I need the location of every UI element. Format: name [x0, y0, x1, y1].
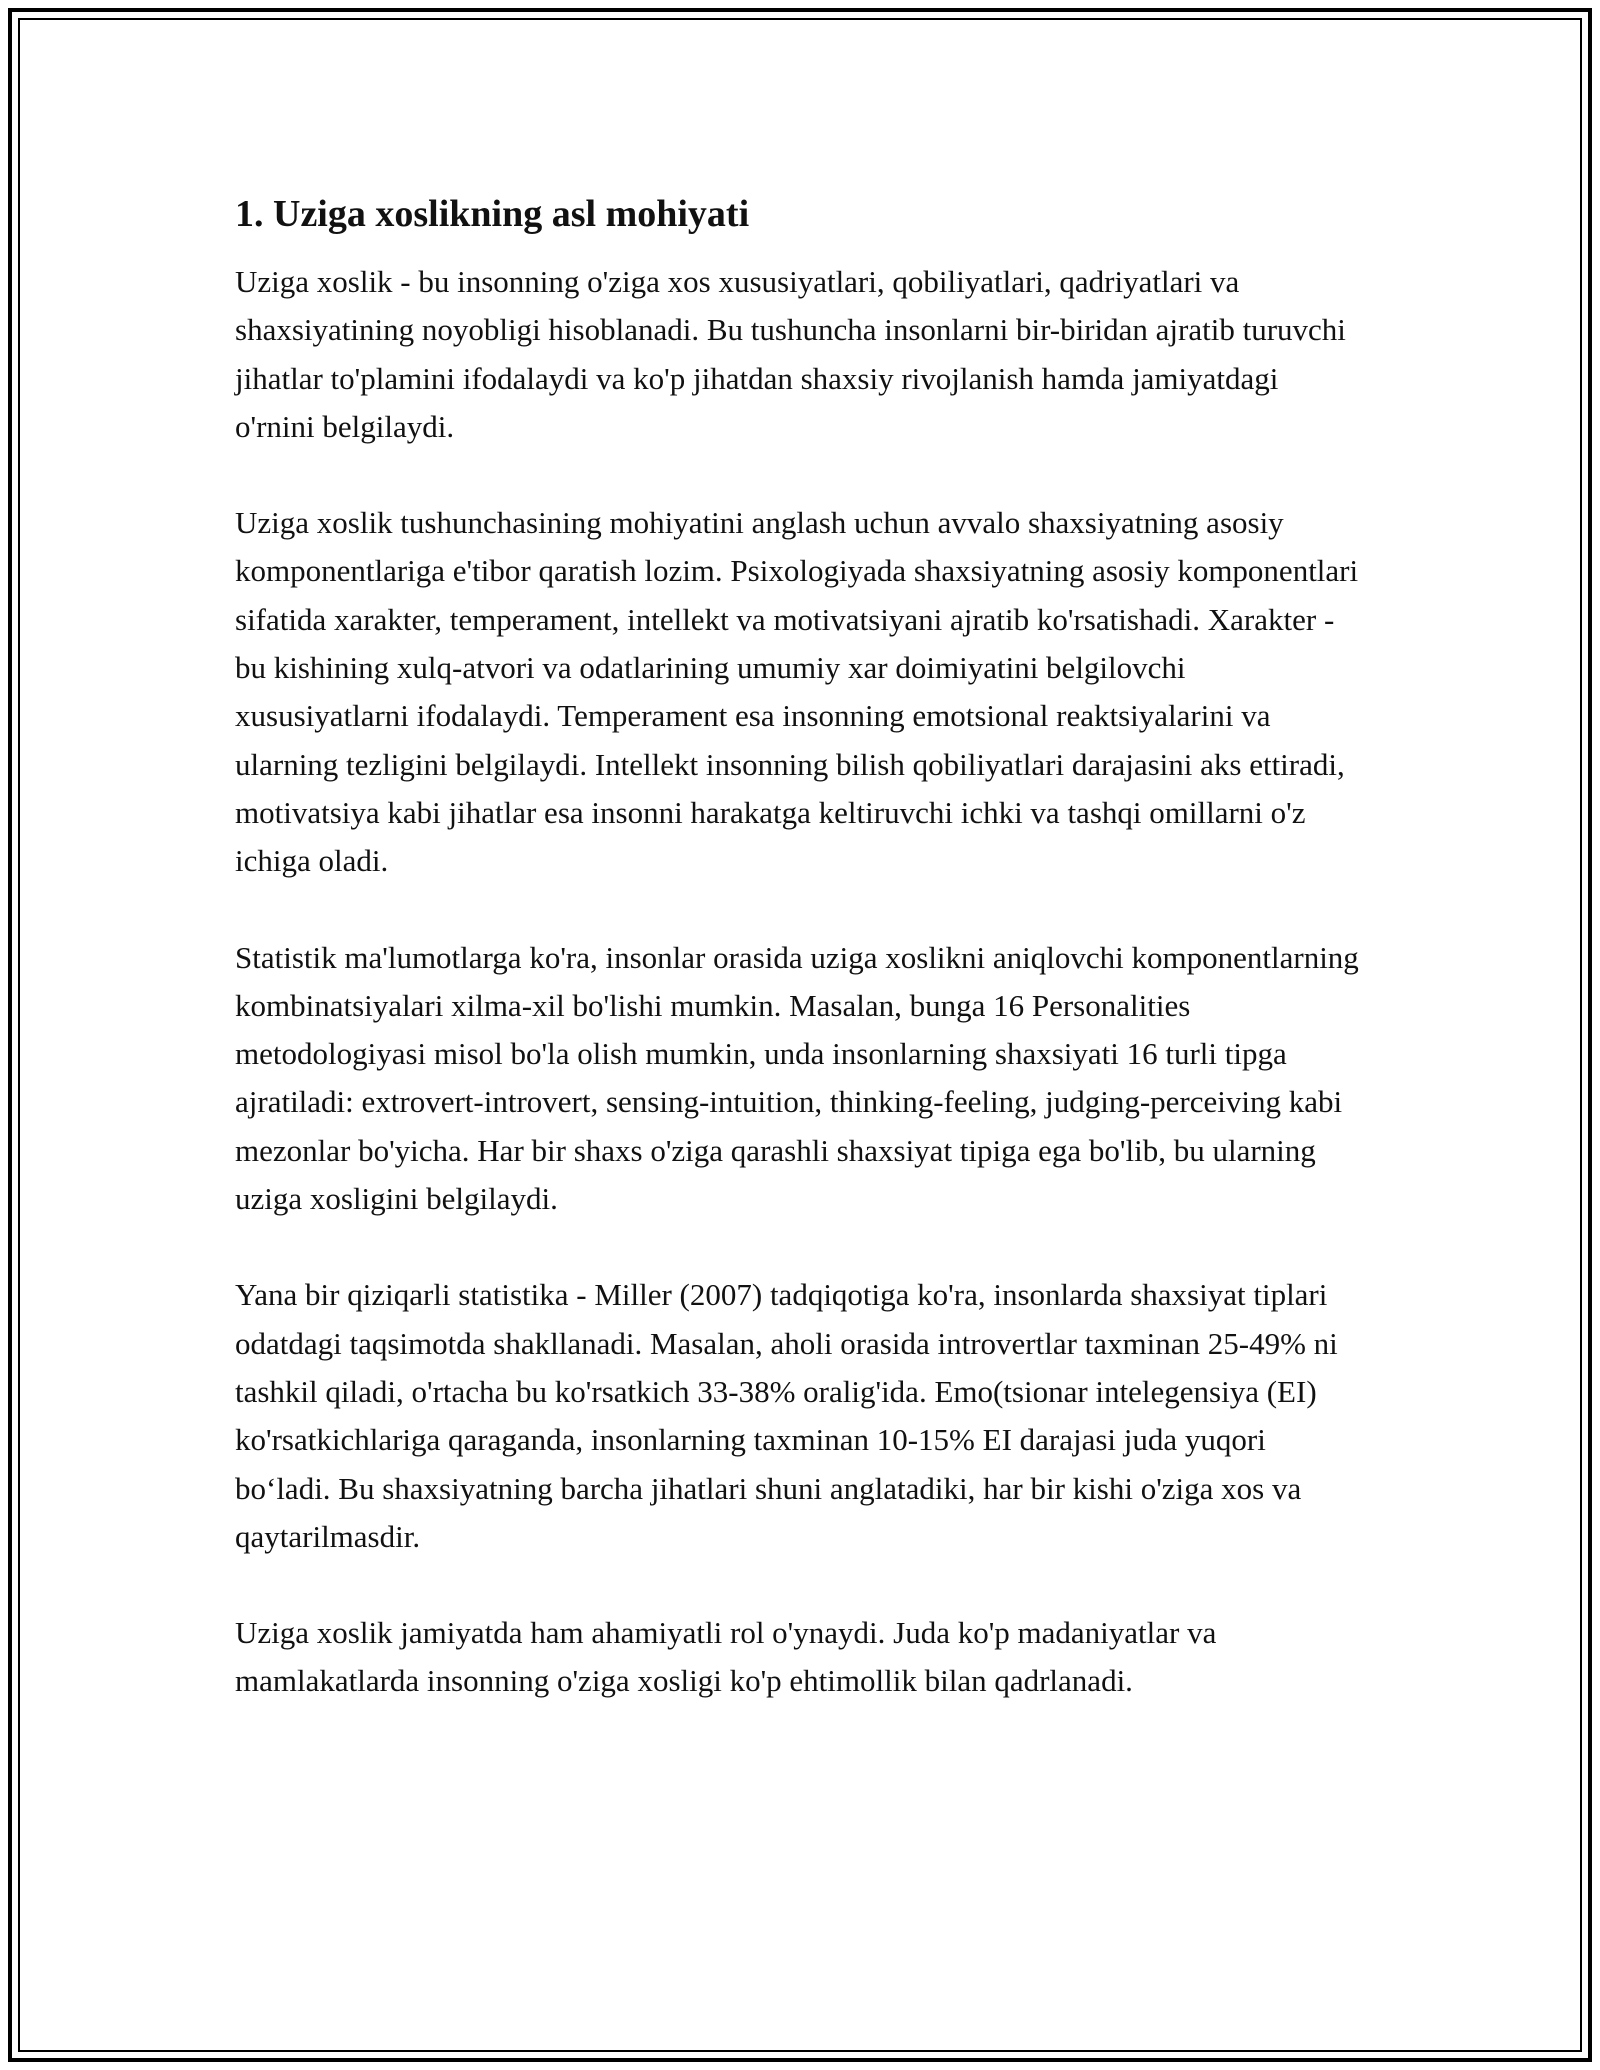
- paragraph-4: Yana bir qiziqarli statistika - Miller (2007) tadqiqotiga ko'ra, insonlarda shaxsiyat tiplari odatdagi taqsimotda shakllanadi. Masalan, aholi orasida introvertlar taxminan 25-49% ni tashkil qiladi, o'rtacha bu ko'rsatkich 33-38% oralig'ida. Emo(tsionar intelegensiya (EI) ko'rsatkichlariga qaraganda, insonlarning taxminan 10-15% EI darajasi juda yuqori bo‘ladi. Bu shaxsiyatning barcha jihatlari shuni anglatadiki, har bir kishi o'ziga xos va qaytarilmasdir.: [235, 1277, 1338, 1554]
- paragraph-1: Uziga xoslik - bu insonning o'ziga xos xususiyatlari, qobiliyatlari, qadriyatlari va shaxsiyatining noyobligi hisoblanadi. Bu tushuncha insonlarni bir-biridan ajratib turuvchi jihatlar to'plamini ifodalaydi va ko'p jihatdan shaxsiy rivojlanish hamda jamiyatdagi o'rnini belgilaydi.: [235, 264, 1346, 444]
- document-body: [235, 190, 1365, 1754]
- section-heading: 1. Uziga xoslikning asl mohiyati: [235, 193, 750, 235]
- paragraph-5: Uziga xoslik jamiyatda ham ahamiyatli rol o'ynaydi. Juda ko'p madaniyatlar va mamlakatlarda insonning o'ziga xosligi ko'p ehtimollik bilan qadrlanadi.: [235, 1615, 1217, 1699]
- paragraph-2: Uziga xoslik tushunchasining mohiyatini anglash uchun avvalo shaxsiyatning asosiy komponentlariga e'tibor qaratish lozim. Psixologiyada shaxsiyatning asosiy komponentlari sifatida xarakter, temperament, intellekt va motivatsiyani ajratib ko'rsatishadi. Xarakter - bu kishining xulq-atvori va odatlarining umumiy xar doimiyatini belgilovchi xususiyatlarni ifodalaydi. Temperament esa insonning emotsional reaktsiyalarini va ularning tezligini belgilaydi. Intellekt insonning bilish qobiliyatlari darajasini aks ettiradi, motivatsiya kabi jihatlar esa insonni harakatga keltiruvchi ichki va tashqi omillarni o'z ichiga oladi.: [235, 505, 1359, 879]
- paragraph-3: Statistik ma'lumotlarga ko'ra, insonlar orasida uziga xoslikni aniqlovchi komponentlarning kombinatsiyalari xilma-xil bo'lishi mumkin. Masalan, bunga 16 Personalities metodologiyasi misol bo'la olish mumkin, unda insonlarning shaxsiyati 16 turli tipga ajratiladi: extrovert-introvert, sensing-intuition, thinking-feeling, judging-perceiving kabi mezonlar bo'yicha. Har bir shaxs o'ziga qarashli shaxsiyat tipiga ega bo'lib, bu ularning uziga xosligini belgilaydi.: [235, 939, 1359, 1217]
